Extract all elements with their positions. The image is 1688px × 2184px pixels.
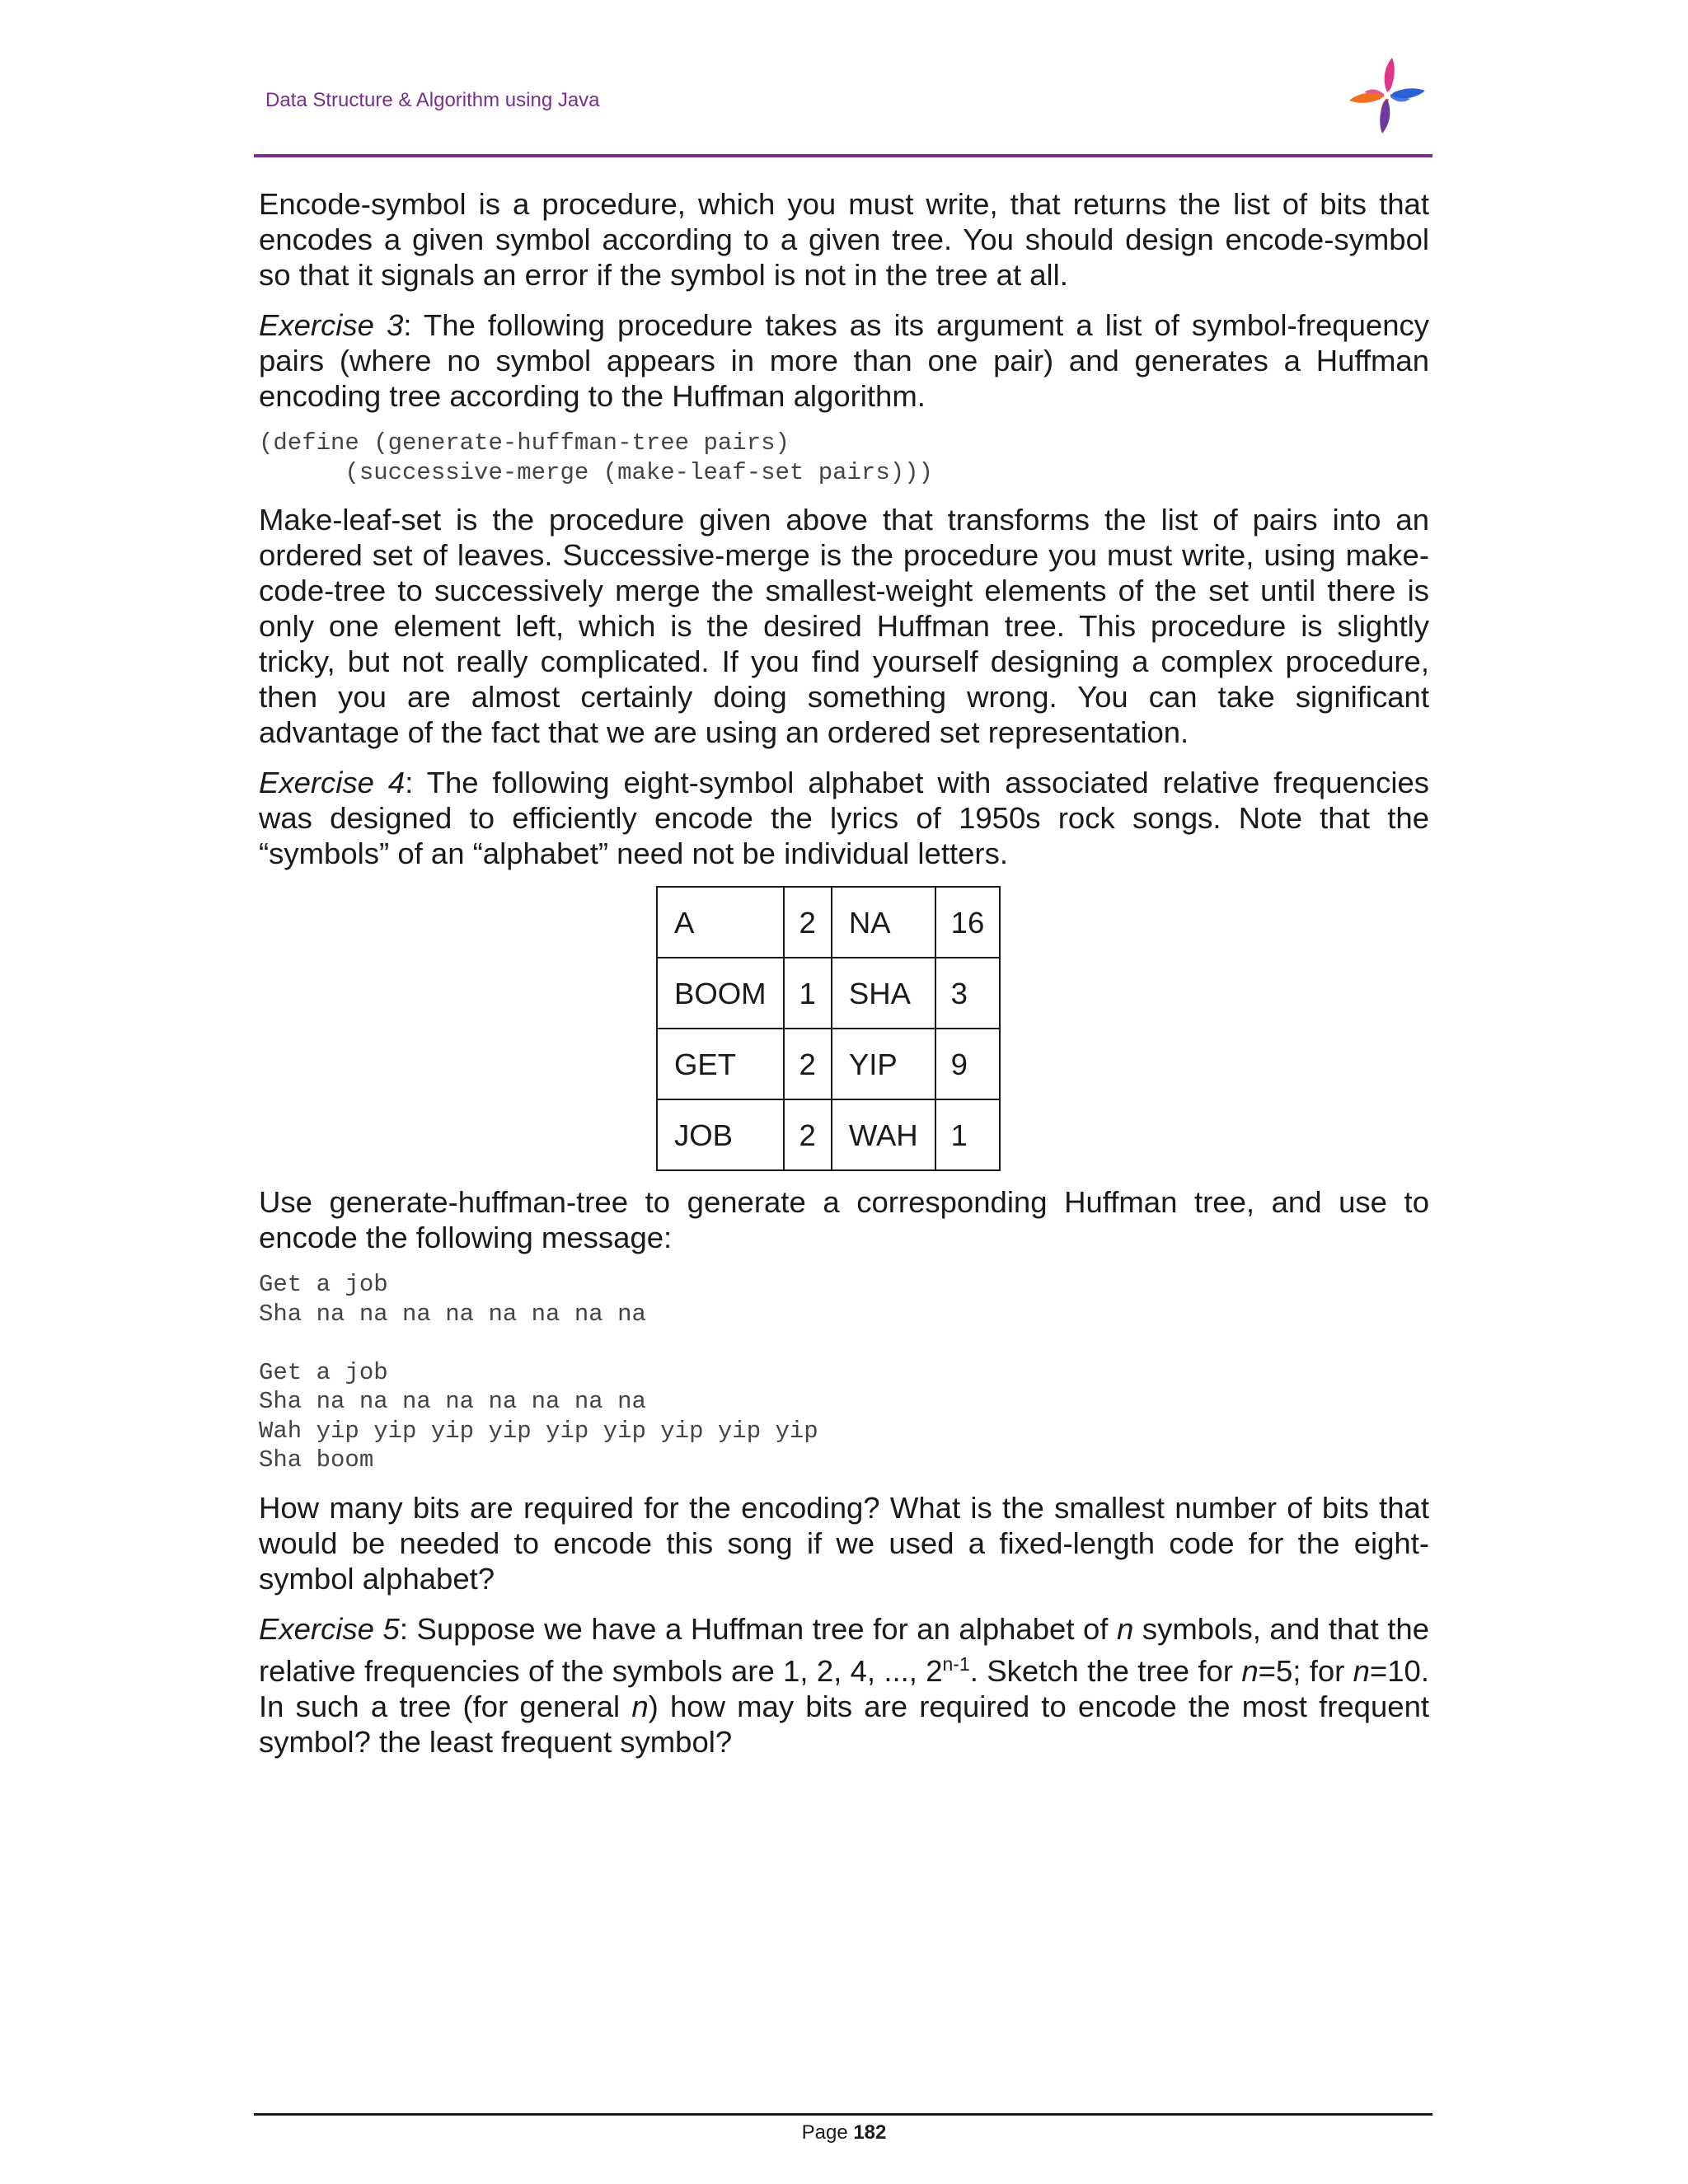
pinwheel-logo-icon [1342, 54, 1432, 137]
table-row: JOB 2 WAH 1 [657, 1099, 1000, 1170]
paragraph-bits-question: How many bits are required for the encoding? What is the smallest number of bits that would be needed to encode this song if we used a fixed-length code for the eight-symbol alphabet? [259, 1490, 1429, 1596]
paragraph-exercise-5: Exercise 5: Suppose we have a Huffman tree for an alphabet of n symbols, and that the relative frequencies of the symbols are 1, 2, 4, ..., 2$^{n-1}$. Sketch the tree for n=5; for n=10. In such a tree (for general n) how may bits are required to encode the most frequent symbol? the least frequent symbol? [259, 1611, 1430, 1759]
paragraph-exercise-3: Exercise 3: The following procedure takes as its argument a list of symbol-frequency pairs (where no symbol appears in more than one pair) and generates a Huffman encoding tree according to the Huffman algorithm. [259, 308, 1429, 413]
table-row: A 2 NA 16 [657, 887, 1000, 958]
exercise-3-label: Exercise 3 [259, 308, 404, 342]
page-body [259, 186, 1429, 1774]
exercise-4-label: Exercise 4 [259, 766, 406, 799]
footer-rule [254, 2113, 1432, 2116]
paragraph-use-generate: Use generate-huffman-tree to generate a corresponding Huffman tree, and use to encode the following message: [259, 1185, 1429, 1254]
code-song-lyrics: Get a job Sha na na na na na na na na Get a job Sha na na na na na na na na Wah yip yip yip yip yip yip yip yip yip Sha boom [259, 1271, 818, 1474]
paragraph-make-leaf-set: Make-leaf-set is the procedure given above that transforms the list of pairs into an ordered set of leaves. Successive-merge is the procedure you must write, using make-code-tree to successively merge the smallest-weight elements of the set until there is only one element left, which is the desired Huffman tree. This procedure is slightly tricky, but not really complicated. If you find yourself designing a complex procedure, then you are almost certainly doing something wrong. You can take significant advantage of the fact that we are using an ordered set representation. [259, 503, 1429, 749]
header-rule [254, 154, 1432, 157]
table-row: BOOM 1 SHA 3 [657, 958, 1000, 1029]
table-row: GET 2 YIP 9 [657, 1029, 1000, 1099]
running-header-title: Data Structure & Algorithm using Java [265, 89, 600, 111]
paragraph-exercise-4: Exercise 4: The following eight-symbol alphabet with associated relative frequencies was designed to efficiently encode the lyrics of 1950s rock songs. Note that the “symbols” of an “alphabet” need not be individual letters. [259, 766, 1429, 870]
exercise-5-label: Exercise 5 [259, 1611, 400, 1646]
paragraph-encode-symbol: Encode-symbol is a procedure, which you must write, that returns the list of bits that encodes a given symbol according to a given tree. You should design encode-symbol so that it signals an error if the symbol is not in the tree at all. [259, 187, 1429, 292]
code-generate-huffman-tree: (define (generate-huffman-tree pairs) (successive-merge (make-leaf-set pairs))) [259, 429, 933, 486]
page-number: Page 182 [801, 2121, 887, 2144]
symbol-frequency-table [656, 886, 1001, 1171]
